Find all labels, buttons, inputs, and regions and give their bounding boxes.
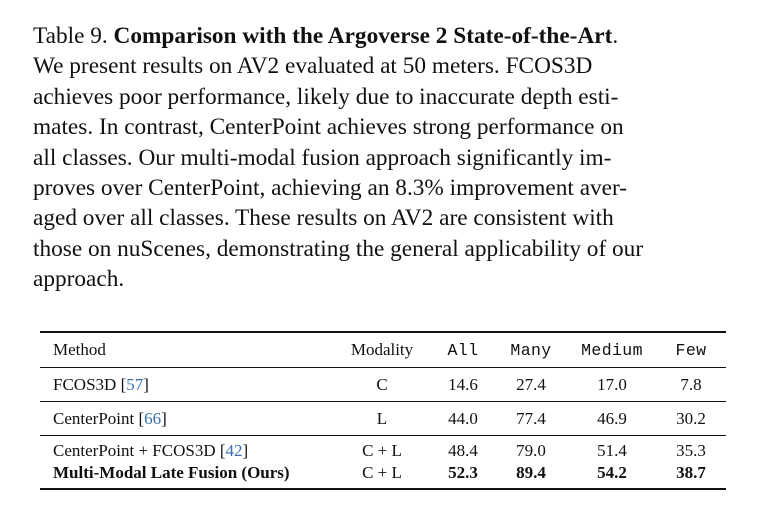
citation-bracket-open: [ bbox=[219, 441, 226, 460]
all-cell: 48.4 bbox=[448, 441, 478, 460]
table-row-ours bbox=[40, 462, 726, 489]
medium-cell: 17.0 bbox=[597, 374, 627, 394]
many-cell: 27.4 bbox=[516, 374, 546, 394]
citation-bracket-close: ] bbox=[161, 408, 167, 428]
few-cell: 30.2 bbox=[676, 408, 706, 428]
method-cell: Multi-Modal Late Fusion (Ours) bbox=[53, 463, 290, 482]
method-name: FCOS3D bbox=[53, 374, 121, 394]
method-name: CenterPoint bbox=[53, 408, 139, 428]
all-cell: 52.3 bbox=[448, 463, 478, 482]
medium-cell: 51.4 bbox=[597, 441, 627, 460]
modality-cell: C bbox=[376, 374, 388, 394]
modality-cell: C + L bbox=[362, 441, 402, 460]
citation-link[interactable]: 66 bbox=[144, 408, 162, 428]
header-modality: Modality bbox=[350, 340, 414, 359]
modality-cell: L bbox=[376, 408, 388, 428]
table-header-row bbox=[40, 332, 726, 368]
citation-bracket-open: [ bbox=[138, 408, 145, 428]
header-few: Few bbox=[675, 340, 707, 360]
table-row bbox=[40, 436, 726, 463]
header-medium: Medium bbox=[581, 340, 643, 360]
caption-line-4: mates. In contrast, CenterPoint achieves strong performance on bbox=[33, 114, 624, 141]
citation-bracket-close: ] bbox=[242, 441, 249, 460]
citation-link[interactable]: 42 bbox=[225, 441, 243, 460]
header-method: Method bbox=[53, 340, 106, 359]
modality-cell: C + L bbox=[362, 463, 402, 482]
few-cell: 7.8 bbox=[680, 374, 702, 394]
method-cell bbox=[40, 436, 332, 463]
many-cell: 77.4 bbox=[516, 408, 546, 428]
table-row bbox=[40, 402, 726, 436]
table-row bbox=[40, 368, 726, 402]
method-cell bbox=[40, 402, 332, 436]
method-cell bbox=[40, 368, 332, 402]
header-many: Many bbox=[510, 340, 552, 360]
citation-bracket-open: [ bbox=[120, 374, 127, 394]
caption-label: Table 9. bbox=[33, 23, 108, 49]
header-all: All bbox=[447, 340, 479, 360]
caption-line-3: achieves poor performance, likely due to inaccurate depth esti- bbox=[33, 83, 619, 110]
results-table-container bbox=[40, 331, 726, 490]
caption-line-7: aged over all classes. These results on AV2 are consistent with bbox=[33, 205, 614, 232]
all-cell: 44.0 bbox=[448, 408, 478, 428]
citation-link[interactable]: 57 bbox=[126, 374, 144, 394]
caption-line-6: proves over CenterPoint, achieving an 8.3% improvement aver- bbox=[33, 175, 628, 202]
caption-line-2: We present results on AV2 evaluated at 50 meters. FCOS3D bbox=[33, 53, 593, 80]
few-cell: 35.3 bbox=[676, 441, 706, 460]
caption-title-period: . bbox=[612, 23, 619, 49]
table-caption bbox=[33, 21, 744, 295]
medium-cell: 46.9 bbox=[597, 408, 627, 428]
caption-line-5: all classes. Our multi-modal fusion approach significantly im- bbox=[33, 144, 612, 171]
few-cell: 38.7 bbox=[676, 463, 706, 482]
all-cell: 14.6 bbox=[448, 374, 478, 394]
medium-cell: 54.2 bbox=[597, 463, 627, 482]
method-name: CenterPoint + FCOS3D bbox=[53, 441, 220, 460]
caption-title: Comparison with the Argoverse 2 State-of-the-Art bbox=[113, 23, 613, 49]
caption-line-8: those on nuScenes, demonstrating the general applicability of our bbox=[33, 235, 644, 262]
many-cell: 89.4 bbox=[516, 463, 546, 482]
results-table bbox=[40, 331, 726, 490]
caption-line-9: approach. bbox=[33, 266, 125, 293]
many-cell: 79.0 bbox=[516, 441, 546, 460]
citation-bracket-close: ] bbox=[143, 374, 149, 394]
